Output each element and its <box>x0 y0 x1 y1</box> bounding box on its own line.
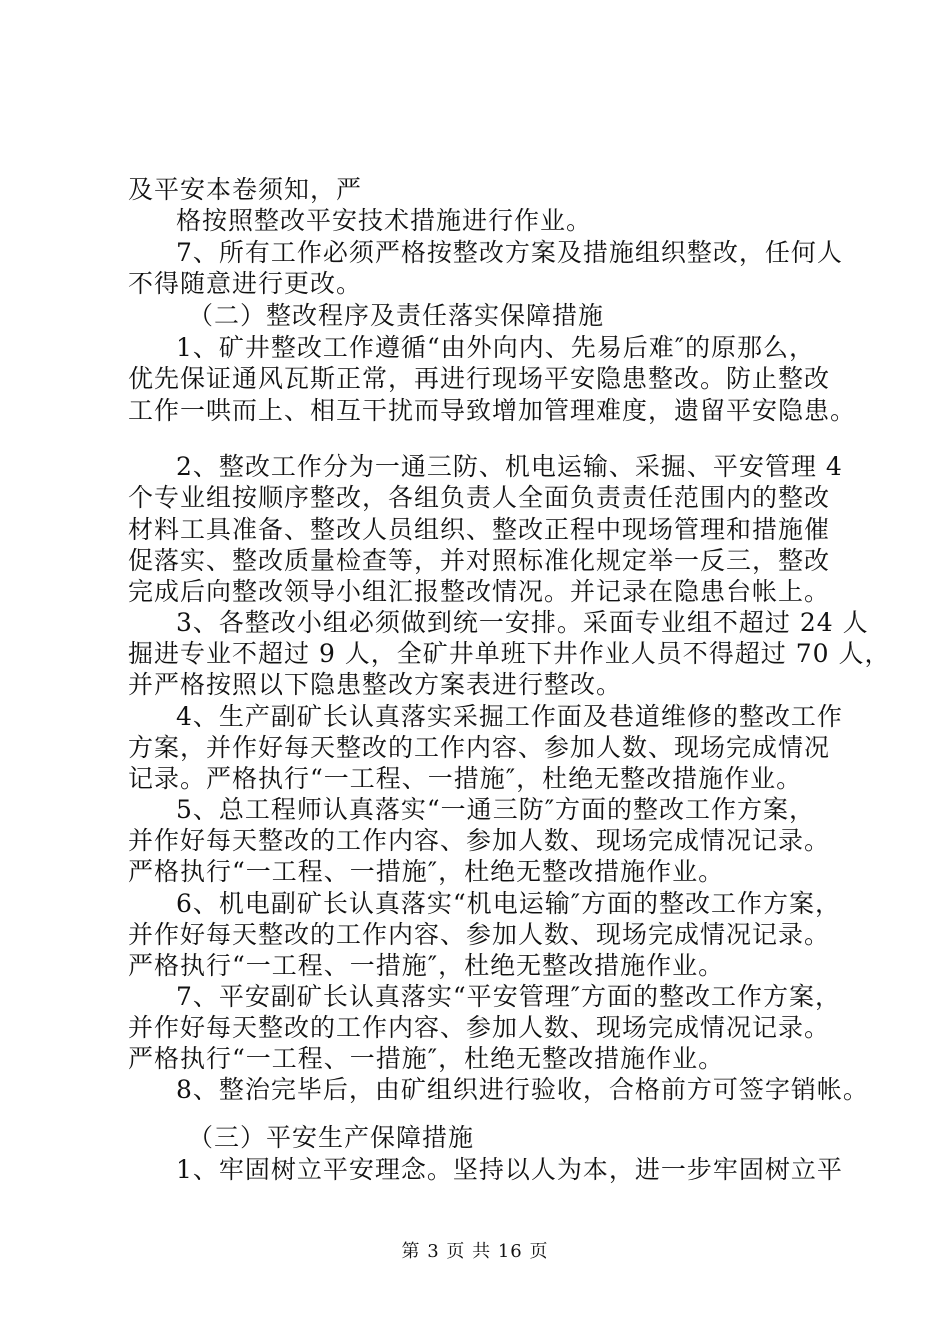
text-line: 严格执行“一工程、一措施″，杜绝无整改措施作业。 <box>128 951 725 980</box>
text-line: 格按照整改平安技术措施进行作业。 <box>176 206 593 235</box>
section-heading: （二）整改程序及责任落实保障措施 <box>188 301 605 330</box>
text-line: 2、整改工作分为一通三防、机电运输、采掘、平安管理 4 <box>176 452 843 481</box>
text-line: 方案，并作好每天整改的工作内容、参加人数、现场完成情况 <box>128 733 831 762</box>
text-line: 7、平安副矿长认真落实“平安管理″方面的整改工作方案， <box>176 982 842 1011</box>
text-line: 及平安本卷须知，严 <box>128 175 363 204</box>
text-line: 3、各整改小组必须做到统一安排。采面专业组不超过 24 人 <box>176 608 869 637</box>
page-footer: 第 3 页 共 16 页 <box>401 1241 549 1262</box>
text-line: 个专业组按顺序整改，各组负责人全面负责责任范围内的整改 <box>128 483 831 512</box>
text-line: 记录。严格执行“一工程、一措施″，杜绝无整改措施作业。 <box>128 764 803 793</box>
text-line: 不得随意进行更改。 <box>128 269 363 298</box>
text-line: 并严格按照以下隐患整改方案表进行整改。 <box>128 670 623 699</box>
text-line: 8、整治完毕后，由矿组织进行验收，合格前方可签字销帐。 <box>176 1075 869 1104</box>
text-line: 5、总工程师认真落实“一通三防″方面的整改工作方案， <box>176 795 816 824</box>
text-line: 优先保证通风瓦斯正常，再进行现场平安隐患整改。防止整改 <box>128 364 831 393</box>
text-line: 掘进专业不超过 9 人，全矿井单班下井作业人员不得超过 70 人， <box>128 639 891 668</box>
text-line: 4、生产副矿长认真落实采掘工作面及巷道维修的整改工作 <box>176 702 843 731</box>
text-line: 严格执行“一工程、一措施″，杜绝无整改措施作业。 <box>128 857 725 886</box>
text-line: 并作好每天整改的工作内容、参加人数、现场完成情况记录。 <box>128 920 831 949</box>
text-line: 1、牢固树立平安理念。坚持以人为本，进一步牢固树立平 <box>176 1155 843 1184</box>
text-line: 7、所有工作必须严格按整改方案及措施组织整改，任何人 <box>176 238 843 267</box>
text-line: 严格执行“一工程、一措施″，杜绝无整改措施作业。 <box>128 1044 725 1073</box>
text-line: 并作好每天整改的工作内容、参加人数、现场完成情况记录。 <box>128 826 831 855</box>
text-line: 1、矿井整改工作遵循“由外向内、先易后难″的原那么， <box>176 333 816 362</box>
section-heading: （三）平安生产保障措施 <box>188 1123 475 1152</box>
text-line: 6、机电副矿长认真落实“机电运输″方面的整改工作方案， <box>176 889 842 918</box>
text-line: 促落实、整改质量检查等，并对照标准化规定举一反三，整改 <box>128 546 831 575</box>
text-line: 材料工具准备、整改人员组织、整改正程中现场管理和措施催 <box>128 515 831 544</box>
text-line: 并作好每天整改的工作内容、参加人数、现场完成情况记录。 <box>128 1013 831 1042</box>
text-line: 工作一哄而上、相互干扰而导致增加管理难度，遗留平安隐患。 <box>128 396 857 425</box>
text-line: 完成后向整改领导小组汇报整改情况。并记录在隐患台帐上。 <box>128 577 831 606</box>
